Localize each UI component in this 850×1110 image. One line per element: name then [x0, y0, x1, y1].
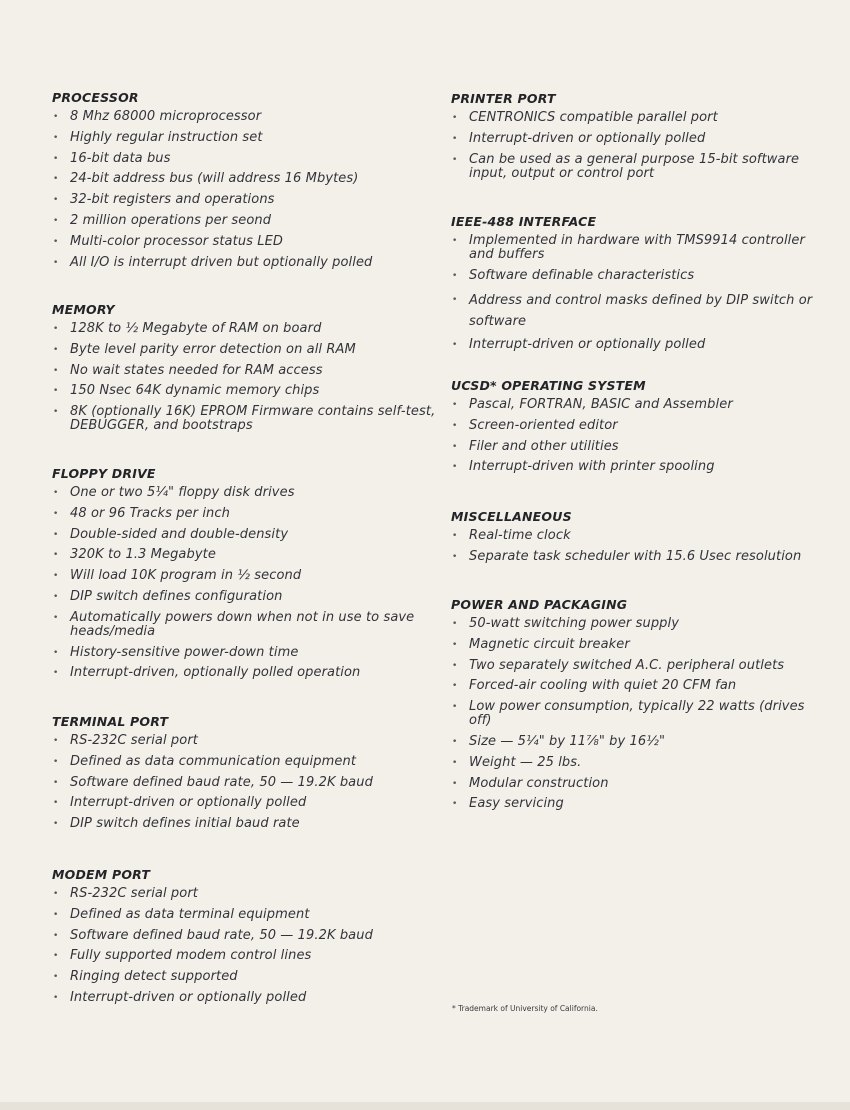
- list-item: • CENTRONICS compatible parallel port: [451, 111, 831, 125]
- list-item: • 8 Mhz 68000 microprocessor: [52, 110, 442, 124]
- section-heading: PROCESSOR: [52, 90, 139, 105]
- list-item: • 8K (optionally 16K) EPROM Firmware contains self-test, DEBUGGER, and bootstraps: [52, 405, 442, 433]
- spec-list: [451, 234, 831, 352]
- operating-system-section: [451, 378, 831, 481]
- list-item: • Screen-oriented editor: [451, 419, 831, 433]
- list-item: • Software definable characteristics: [451, 269, 831, 283]
- list-item: • Will load 10K program in ½ second: [52, 569, 442, 583]
- list-item: • Interrupt-driven or optionally polled: [52, 991, 442, 1005]
- list-item: • Double-sided and double-density: [52, 528, 442, 542]
- list-item: • All I/O is interrupt driven but optionally polled: [52, 256, 442, 270]
- spec-list: [52, 734, 442, 831]
- list-item: • Interrupt-driven or optionally polled: [52, 796, 442, 810]
- list-item: • Filer and other utilities: [451, 440, 831, 454]
- terminal-port-section: [52, 714, 442, 838]
- list-item: • Weight — 25 lbs.: [451, 756, 831, 770]
- list-item: • Magnetic circuit breaker: [451, 638, 831, 652]
- list-item: • No wait states needed for RAM access: [52, 364, 442, 378]
- list-item: • Defined as data terminal equipment: [52, 908, 442, 922]
- miscellaneous-section: [451, 509, 831, 571]
- printer-port-section: [451, 91, 831, 187]
- page-bottom-edge: [0, 1102, 850, 1110]
- ieee-488-interface-section: [451, 214, 831, 358]
- section-heading: MISCELLANEOUS: [451, 509, 572, 524]
- list-item: • One or two 5¼" floppy disk drives: [52, 486, 442, 500]
- list-item: • 24-bit address bus (will address 16 Mbytes): [52, 172, 442, 186]
- list-item: • Software defined baud rate, 50 — 19.2K baud: [52, 929, 442, 943]
- list-item: • DIP switch defines configuration: [52, 590, 442, 604]
- list-item: • Address and control masks defined by DIP switch or software: [451, 290, 831, 332]
- list-item: • Multi-color processor status LED: [52, 235, 442, 249]
- section-heading: MODEM PORT: [52, 867, 151, 882]
- list-item: • Can be used as a general purpose 15-bit software input, output or control port: [451, 153, 831, 181]
- list-item: • Interrupt-driven with printer spooling: [451, 460, 831, 474]
- list-item: • Real-time clock: [451, 529, 831, 543]
- list-item: • 16-bit data bus: [52, 152, 442, 166]
- spec-list: [52, 110, 442, 270]
- section-heading: UCSD* OPERATING SYSTEM: [451, 378, 646, 393]
- section-heading: FLOPPY DRIVE: [52, 466, 156, 481]
- list-item: • Automatically powers down when not in use to save heads/media: [52, 611, 442, 639]
- list-item: • 48 or 96 Tracks per inch: [52, 507, 442, 521]
- list-item: • 32-bit registers and operations: [52, 193, 442, 207]
- floppy-drive-section: [52, 466, 442, 687]
- section-heading: POWER AND PACKAGING: [451, 597, 628, 612]
- memory-section: [52, 302, 442, 440]
- list-item: • 128K to ½ Megabyte of RAM on board: [52, 322, 442, 336]
- list-item: • Byte level parity error detection on all RAM: [52, 343, 442, 357]
- spec-list: [451, 617, 831, 811]
- list-item: • Pascal, FORTRAN, BASIC and Assembler: [451, 398, 831, 412]
- section-heading: PRINTER PORT: [451, 91, 556, 106]
- list-item: • DIP switch defines initial baud rate: [52, 817, 442, 831]
- list-item: • Low power consumption, typically 22 watts (drives off): [451, 700, 831, 728]
- list-item: • 50-watt switching power supply: [451, 617, 831, 631]
- list-item: • Fully supported modem control lines: [52, 949, 442, 963]
- list-item: • Interrupt-driven or optionally polled: [451, 132, 831, 146]
- section-heading: TERMINAL PORT: [52, 714, 169, 729]
- list-item: • History-sensitive power-down time: [52, 646, 442, 660]
- list-item: • Forced-air cooling with quiet 20 CFM fan: [451, 679, 831, 693]
- list-item: • RS-232C serial port: [52, 734, 442, 748]
- list-item: • Two separately switched A.C. peripheral outlets: [451, 659, 831, 673]
- list-item: • Easy servicing: [451, 797, 831, 811]
- list-item: • Size — 5¼" by 11⅞" by 16½": [451, 735, 831, 749]
- list-item: • 320K to 1.3 Megabyte: [52, 548, 442, 562]
- spec-list: [52, 322, 442, 433]
- spec-list: [451, 111, 831, 181]
- spec-list: [52, 887, 442, 1005]
- section-heading: MEMORY: [52, 302, 115, 317]
- processor-section: [52, 90, 442, 276]
- trademark-footnote: * Trademark of University of California.: [452, 1004, 598, 1013]
- spec-list: [451, 529, 831, 564]
- spec-list: [451, 398, 831, 474]
- section-heading: IEEE-488 INTERFACE: [451, 214, 597, 229]
- modem-port-section: [52, 867, 442, 1012]
- list-item: • 150 Nsec 64K dynamic memory chips: [52, 384, 442, 398]
- list-item: • Interrupt-driven, optionally polled operation: [52, 666, 442, 680]
- list-item: • Ringing detect supported: [52, 970, 442, 984]
- spec-list: [52, 486, 442, 680]
- list-item: • Highly regular instruction set: [52, 131, 442, 145]
- list-item: • 2 million operations per seond: [52, 214, 442, 228]
- power-and-packaging-section: [451, 597, 831, 818]
- list-item: • RS-232C serial port: [52, 887, 442, 901]
- list-item: • Interrupt-driven or optionally polled: [451, 338, 831, 352]
- list-item: • Defined as data communication equipment: [52, 755, 442, 769]
- list-item: • Separate task scheduler with 15.6 Usec resolution: [451, 550, 831, 564]
- list-item: • Implemented in hardware with TMS9914 controller and buffers: [451, 234, 831, 262]
- list-item: • Modular construction: [451, 777, 831, 791]
- list-item: • Software defined baud rate, 50 — 19.2K baud: [52, 776, 442, 790]
